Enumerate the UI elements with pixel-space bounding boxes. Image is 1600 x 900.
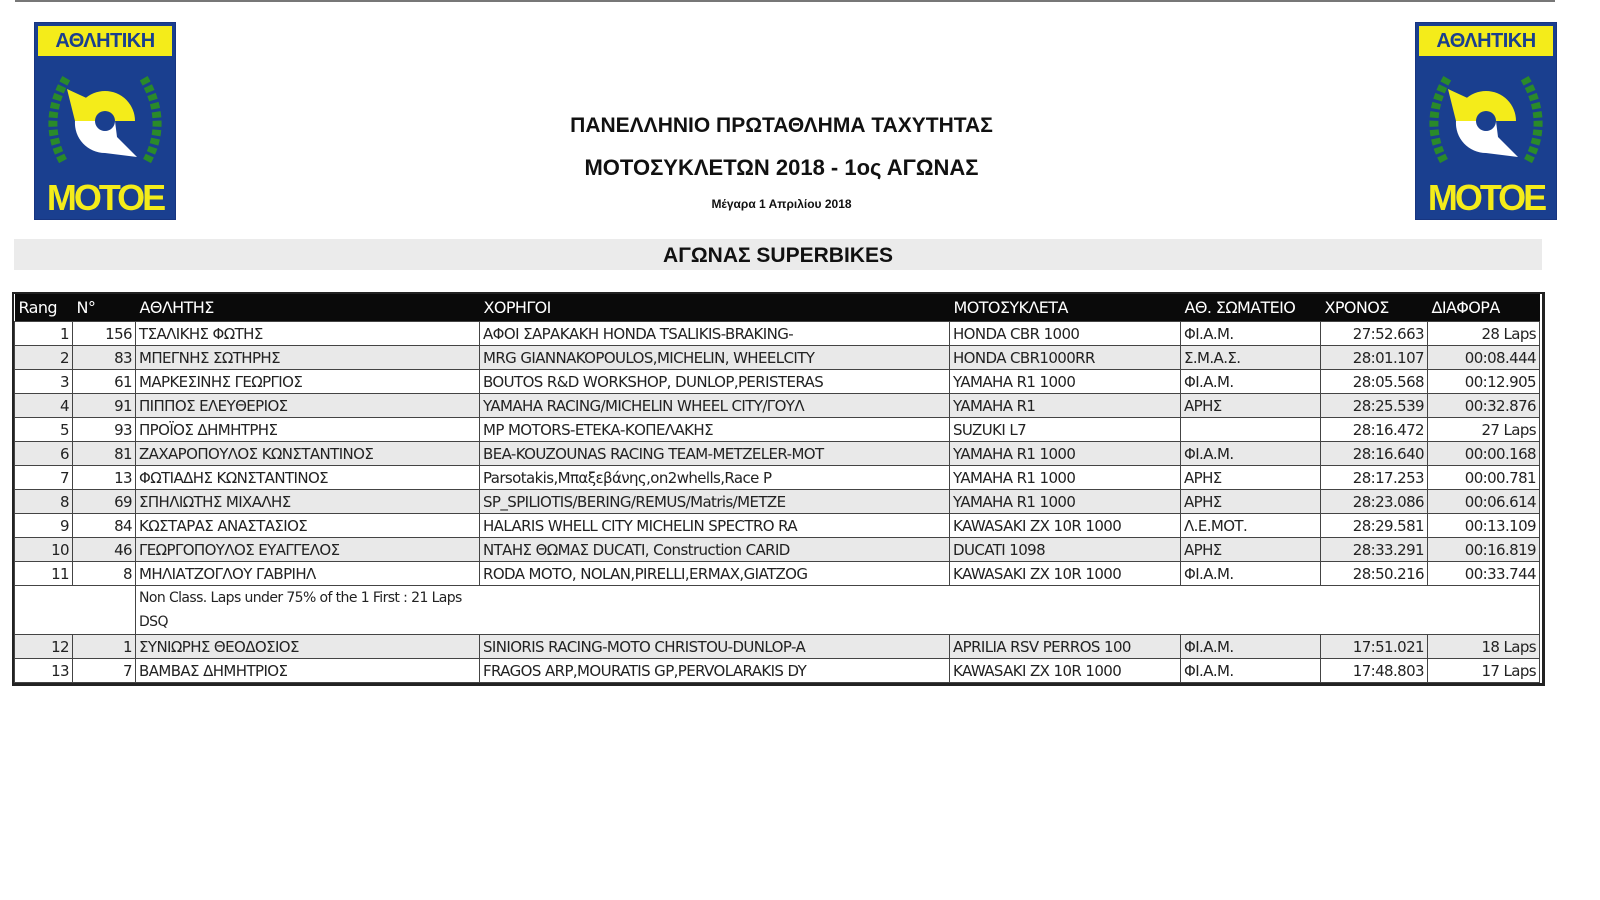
cell-number: 7 bbox=[73, 659, 136, 683]
cell-gap: 00:06.614 bbox=[1428, 490, 1540, 514]
cell-time: 28:05.568 bbox=[1321, 370, 1428, 394]
cell-athlete: ΖΑΧΑΡΟΠΟΥΛΟΣ ΚΩΝΣΤΑΝΤΙΝΟΣ bbox=[136, 442, 480, 466]
column-header-club: ΑΘ. ΣΩΜΑΤΕΙΟ bbox=[1181, 294, 1321, 322]
cell-number: 81 bbox=[73, 442, 136, 466]
cell-rank: 5 bbox=[15, 418, 73, 442]
cell-club: Λ.Ε.ΜΟΤ. bbox=[1181, 514, 1321, 538]
cell-sponsors: ΑΦΟΙ ΣΑΡΑΚΑΚΗ HONDA TSALIKIS-BRAKING- bbox=[480, 322, 950, 346]
cell-sponsors: RODA MOTO, NOLAN,PIRELLI,ERMAX,GIATZOG bbox=[480, 562, 950, 586]
top-rule bbox=[15, 0, 1555, 2]
cell-athlete: ΓΕΩΡΓΟΠΟΥΛΟΣ ΕΥΑΓΓΕΛΟΣ bbox=[136, 538, 480, 562]
note-spacer bbox=[15, 586, 136, 611]
table-row bbox=[15, 466, 1540, 490]
cell-gap: 00:12.905 bbox=[1428, 370, 1540, 394]
cell-motorcycle: SUZUKI L7 bbox=[950, 418, 1181, 442]
cell-club: ΑΡΗΣ bbox=[1181, 538, 1321, 562]
cell-athlete: ΤΣΑΛΙΚΗΣ ΦΩΤΗΣ bbox=[136, 322, 480, 346]
table-row bbox=[15, 538, 1540, 562]
cell-motorcycle: YAMAHA R1 bbox=[950, 394, 1181, 418]
cell-rank: 4 bbox=[15, 394, 73, 418]
table-row bbox=[15, 442, 1540, 466]
cell-number: 91 bbox=[73, 394, 136, 418]
cell-number: 69 bbox=[73, 490, 136, 514]
cell-rank: 8 bbox=[15, 490, 73, 514]
cell-club: ΦΙ.Α.Μ. bbox=[1181, 562, 1321, 586]
cell-time: 17:48.803 bbox=[1321, 659, 1428, 683]
cell-time: 28:50.216 bbox=[1321, 562, 1428, 586]
cell-gap: 00:16.819 bbox=[1428, 538, 1540, 562]
cell-gap: 00:00.781 bbox=[1428, 466, 1540, 490]
column-header-gap: ΔΙΑΦΟΡΑ bbox=[1428, 294, 1540, 322]
cell-time: 28:33.291 bbox=[1321, 538, 1428, 562]
cell-sponsors: FRAGOS ARP,MOURATIS GP,PERVOLARAKIS DY bbox=[480, 659, 950, 683]
cell-time: 28:16.640 bbox=[1321, 442, 1428, 466]
table-row bbox=[15, 370, 1540, 394]
cell-number: 46 bbox=[73, 538, 136, 562]
cell-athlete: ΦΩΤΙΑΔΗΣ ΚΩΝΣΤΑΝΤΙΝΟΣ bbox=[136, 466, 480, 490]
column-header-motorcycle: ΜΟΤΟΣΥΚΛΕΤΑ bbox=[950, 294, 1181, 322]
cell-club bbox=[1181, 418, 1321, 442]
cell-athlete: ΚΩΣΤΑΡΑΣ ΑΝΑΣΤΑΣΙΟΣ bbox=[136, 514, 480, 538]
cell-number: 61 bbox=[73, 370, 136, 394]
cell-time: 28:29.581 bbox=[1321, 514, 1428, 538]
cell-athlete: ΜΗΛΙΑΤΖΟΓΛΟΥ ΓΑΒΡΙΗΛ bbox=[136, 562, 480, 586]
cell-gap: 00:00.168 bbox=[1428, 442, 1540, 466]
table-row bbox=[15, 635, 1540, 659]
cell-time: 28:16.472 bbox=[1321, 418, 1428, 442]
note-note2: DSQ bbox=[136, 610, 1540, 635]
table-row bbox=[15, 490, 1540, 514]
cell-athlete: ΣΥΝΙΩΡΗΣ ΘΕΟΔΟΣΙΟΣ bbox=[136, 635, 480, 659]
note-spacer bbox=[15, 610, 136, 635]
column-header-sponsors: ΧΟΡΗΓΟΙ bbox=[480, 294, 950, 322]
cell-number: 83 bbox=[73, 346, 136, 370]
cell-time: 17:51.021 bbox=[1321, 635, 1428, 659]
cell-number: 156 bbox=[73, 322, 136, 346]
cell-sponsors: Parsotakis,Μπαξεβάνης,on2whells,Race P bbox=[480, 466, 950, 490]
cell-club: ΦΙ.Α.Μ. bbox=[1181, 659, 1321, 683]
cell-number: 84 bbox=[73, 514, 136, 538]
table-row bbox=[15, 659, 1540, 683]
title-line-2: ΜΟΤΟΣΥΚΛΕΤΩΝ 2018 - 1ος ΑΓΩΝΑΣ bbox=[584, 155, 979, 180]
column-header-number: N° bbox=[73, 294, 136, 322]
cell-gap: 00:08.444 bbox=[1428, 346, 1540, 370]
cell-rank: 7 bbox=[15, 466, 73, 490]
cell-motorcycle: KAWASAKI ZX 10R 1000 bbox=[950, 659, 1181, 683]
cell-sponsors: SINIORIS RACING-MOTO CHRISTOU-DUNLOP-A bbox=[480, 635, 950, 659]
cell-rank: 2 bbox=[15, 346, 73, 370]
cell-athlete: ΜΑΡΚΕΣΙΝΗΣ ΓΕΩΡΓΙΟΣ bbox=[136, 370, 480, 394]
logo-bottom-text: ΜΟΤΟΕ bbox=[1427, 177, 1545, 218]
table-row bbox=[15, 562, 1540, 586]
cell-rank: 3 bbox=[15, 370, 73, 394]
note-note1: Non Class. Laps under 75% of the 1 First : 21 Laps bbox=[136, 586, 1540, 611]
table-row bbox=[15, 514, 1540, 538]
race-heading: ΑΓΩΝΑΣ SUPERBIKES bbox=[14, 239, 1542, 270]
cell-motorcycle: YAMAHA R1 1000 bbox=[950, 490, 1181, 514]
cell-athlete: ΒΑΜΒΑΣ ΔΗΜΗΤΡΙΟΣ bbox=[136, 659, 480, 683]
column-header-time: ΧΡΟΝΟΣ bbox=[1321, 294, 1428, 322]
cell-sponsors: HALARIS WHELL CITY MICHELIN SPECTRO RA bbox=[480, 514, 950, 538]
cell-number: 1 bbox=[73, 635, 136, 659]
cell-rank: 9 bbox=[15, 514, 73, 538]
cell-athlete: ΠΙΠΠΟΣ ΕΛΕΥΘΕΡΙΟΣ bbox=[136, 394, 480, 418]
cell-club: ΦΙ.Α.Μ. bbox=[1181, 370, 1321, 394]
cell-club: ΑΡΗΣ bbox=[1181, 394, 1321, 418]
cell-athlete: ΠΡΟΪΟΣ ΔΗΜΗΤΡΗΣ bbox=[136, 418, 480, 442]
cell-motorcycle: HONDA CBR1000RR bbox=[950, 346, 1181, 370]
cell-sponsors: ΝΤΑΗΣ ΘΩΜΑΣ DUCATI, Construction CARID bbox=[480, 538, 950, 562]
cell-number: 8 bbox=[73, 562, 136, 586]
cell-number: 13 bbox=[73, 466, 136, 490]
column-header-athlete: ΑΘΛΗΤΗΣ bbox=[136, 294, 480, 322]
cell-number: 93 bbox=[73, 418, 136, 442]
cell-sponsors: YAMAHA RACING/MICHELIN WHEEL CITY/ΓΟΥΛ bbox=[480, 394, 950, 418]
table-row bbox=[15, 394, 1540, 418]
logo-top-text: ΑΘΛΗΤΙΚΗ bbox=[38, 26, 172, 56]
cell-gap: 27 Laps bbox=[1428, 418, 1540, 442]
cell-motorcycle: APRILIA RSV PERROS 100 bbox=[950, 635, 1181, 659]
cell-sponsors: SP_SPILIOTIS/BERING/REMUS/Matris/METZE bbox=[480, 490, 950, 514]
results-table bbox=[12, 292, 1545, 686]
cell-club: ΦΙ.Α.Μ. bbox=[1181, 322, 1321, 346]
logo-top-text: ΑΘΛΗΤΙΚΗ bbox=[1419, 26, 1553, 56]
cell-gap: 18 Laps bbox=[1428, 635, 1540, 659]
table-row bbox=[15, 322, 1540, 346]
cell-club: ΑΡΗΣ bbox=[1181, 490, 1321, 514]
cell-sponsors: MP MOTORS-ΕΤΕΚΑ-ΚΟΠΕΛΑΚΗΣ bbox=[480, 418, 950, 442]
cell-motorcycle: YAMAHA R1 1000 bbox=[950, 370, 1181, 394]
cell-club: ΦΙ.Α.Μ. bbox=[1181, 442, 1321, 466]
cell-gap: 28 Laps bbox=[1428, 322, 1540, 346]
cell-time: 28:25.539 bbox=[1321, 394, 1428, 418]
title-line-1: ΠΑΝΕΛΛΗΝΙΟ ΠΡΩΤΑΘΛΗΜΑ ΤΑΧΥΤΗΤΑΣ bbox=[570, 114, 993, 137]
cell-gap: 00:13.109 bbox=[1428, 514, 1540, 538]
cell-gap: 00:32.876 bbox=[1428, 394, 1540, 418]
logo-bottom-text: ΜΟΤΟΕ bbox=[46, 177, 164, 218]
cell-rank: 10 bbox=[15, 538, 73, 562]
cell-motorcycle: KAWASAKI ZX 10R 1000 bbox=[950, 514, 1181, 538]
cell-rank: 6 bbox=[15, 442, 73, 466]
cell-athlete: ΜΠΕΓΝΗΣ ΣΩΤΗΡΗΣ bbox=[136, 346, 480, 370]
cell-rank: 13 bbox=[15, 659, 73, 683]
table-row bbox=[15, 418, 1540, 442]
cell-time: 28:23.086 bbox=[1321, 490, 1428, 514]
cell-time: 28:17.253 bbox=[1321, 466, 1428, 490]
cell-sponsors: BEA-KOUZOUNAS RACING TEAM-METZELER-MOT bbox=[480, 442, 950, 466]
cell-time: 27:52.663 bbox=[1321, 322, 1428, 346]
subtitle: Μέγαρα 1 Απριλίου 2018 bbox=[711, 197, 852, 211]
cell-time: 28:01.107 bbox=[1321, 346, 1428, 370]
cell-club: ΦΙ.Α.Μ. bbox=[1181, 635, 1321, 659]
table-row bbox=[15, 346, 1540, 370]
table-header-row bbox=[15, 294, 1540, 322]
cell-motorcycle: HONDA CBR 1000 bbox=[950, 322, 1181, 346]
cell-rank: 12 bbox=[15, 635, 73, 659]
cell-club: ΑΡΗΣ bbox=[1181, 466, 1321, 490]
cell-sponsors: MRG GIANNAKOPOULOS,MICHELIN, WHEELCITY bbox=[480, 346, 950, 370]
cell-club: Σ.Μ.Α.Σ. bbox=[1181, 346, 1321, 370]
cell-motorcycle: YAMAHA R1 1000 bbox=[950, 442, 1181, 466]
cell-athlete: ΣΠΗΛΙΩΤΗΣ ΜΙΧΑΛΗΣ bbox=[136, 490, 480, 514]
column-header-rank: Rang bbox=[15, 294, 73, 322]
cell-motorcycle: KAWASAKI ZX 10R 1000 bbox=[950, 562, 1181, 586]
cell-gap: 00:33.744 bbox=[1428, 562, 1540, 586]
cell-sponsors: BOUTOS R&D WORKSHOP, DUNLOP,PERISTERAS bbox=[480, 370, 950, 394]
cell-rank: 11 bbox=[15, 562, 73, 586]
cell-rank: 1 bbox=[15, 322, 73, 346]
cell-gap: 17 Laps bbox=[1428, 659, 1540, 683]
cell-motorcycle: DUCATI 1098 bbox=[950, 538, 1181, 562]
cell-motorcycle: YAMAHA R1 1000 bbox=[950, 466, 1181, 490]
